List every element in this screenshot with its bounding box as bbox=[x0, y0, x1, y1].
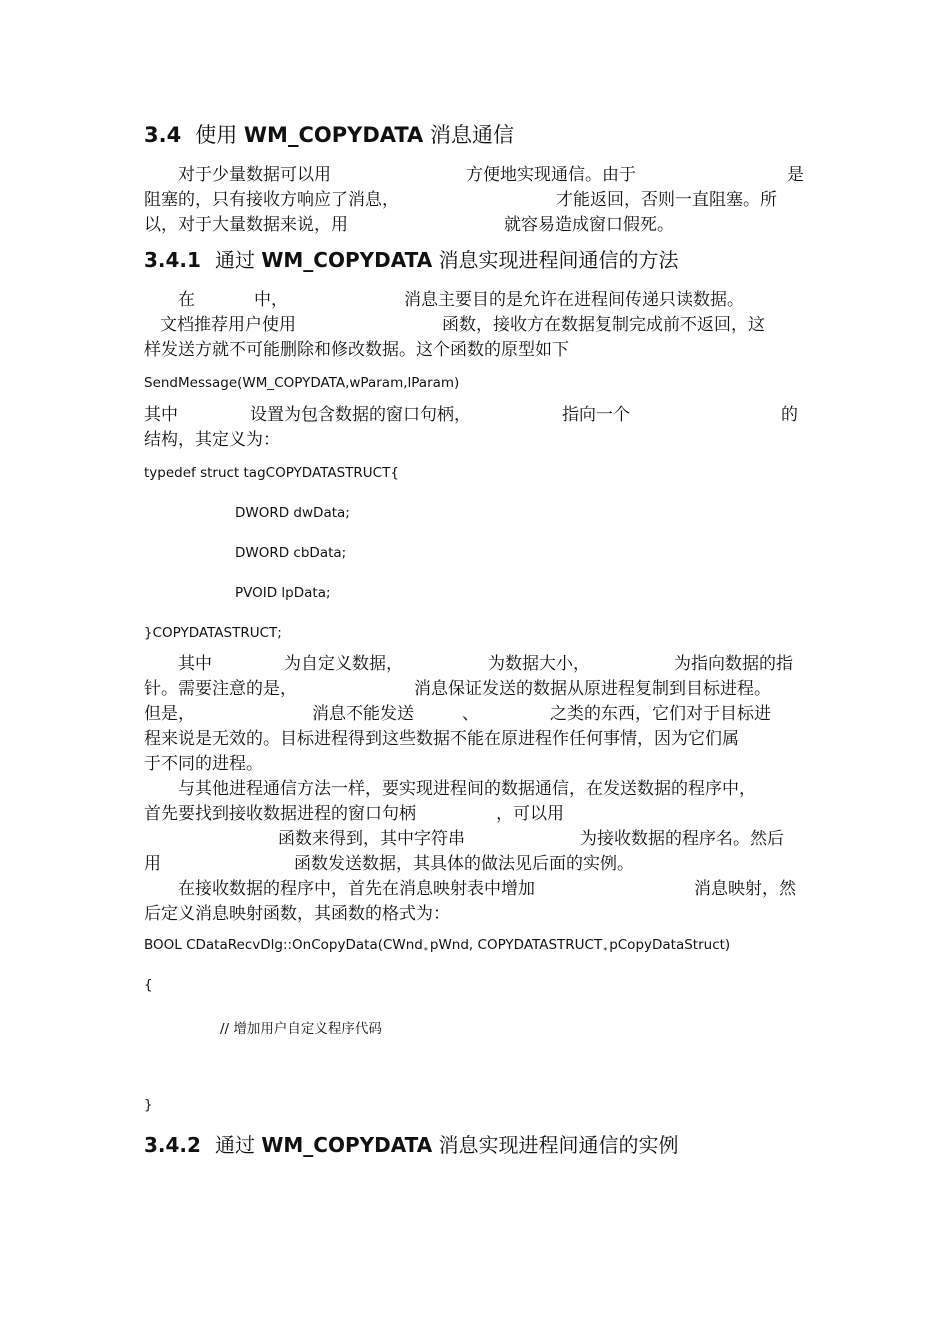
code-fragment: pCopyDataStruct) bbox=[609, 937, 731, 953]
code-line: PVOID lpData; bbox=[235, 585, 331, 601]
code-fragment: BOOL CDataRecvDlg::OnCopyData(CWnd bbox=[144, 937, 423, 953]
close-brace: } bbox=[144, 1097, 153, 1113]
text-fragment: 函数，接收方在数据复制完成前不返回，这 bbox=[442, 315, 765, 335]
code-line: DWORD cbData; bbox=[235, 545, 347, 561]
text-fragment: 消息保证发送的数据从原进程复制到目标进程。 bbox=[414, 679, 771, 699]
send-message-code: SendMessage(WM_COPYDATA,wParam,lParam) bbox=[144, 375, 460, 391]
text-fragment: 为自定义数据， bbox=[284, 654, 403, 674]
text-fragment: 以，对于大量数据来说，用 bbox=[144, 215, 348, 235]
text-fragment: 消息不能发送 bbox=[312, 704, 414, 724]
pointer-star: * bbox=[603, 946, 608, 955]
section-number: 3.4 bbox=[144, 123, 182, 147]
text-fragment: 与其他进程通信方法一样，要实现进程间的数据通信，在发送数据的程序中， bbox=[178, 779, 756, 799]
text-fragment: 用 bbox=[144, 854, 161, 874]
heading-keyword: WM_COPYDATA bbox=[261, 1133, 433, 1157]
text-fragment: 文档推荐用户使用 bbox=[160, 315, 296, 335]
text-fragment: ，可以用 bbox=[496, 804, 564, 824]
on-copydata-signature bbox=[144, 937, 730, 955]
text-fragment: 设置为包含数据的窗口句柄， bbox=[250, 405, 471, 425]
text-fragment: 方便地实现通信。由于 bbox=[466, 165, 636, 185]
text-fragment: 函数来得到，其中字符串 bbox=[278, 829, 465, 849]
text-fragment: 其中 bbox=[144, 405, 178, 425]
heading-prefix: 通过 bbox=[214, 1133, 255, 1157]
text-fragment: 消息主要目的是允许在进程间传递只读数据。 bbox=[404, 290, 744, 310]
text-fragment: 针。需要注意的是， bbox=[144, 679, 297, 699]
text-fragment: 其中 bbox=[178, 654, 212, 674]
text-fragment: 之类的东西，它们对于目标进 bbox=[550, 704, 771, 724]
code-line: }COPYDATASTRUCT; bbox=[144, 625, 282, 641]
text-fragment: 是 bbox=[787, 165, 804, 185]
text-fragment: 样发送方就不可能删除和修改数据。这个函数的原型如下 bbox=[144, 340, 569, 360]
text-fragment: 但是， bbox=[144, 704, 195, 724]
heading-suffix: 消息实现进程间通信的实例 bbox=[438, 1133, 679, 1157]
text-fragment: 阻塞的，只有接收方响应了消息， bbox=[144, 190, 399, 210]
text-fragment: 才能返回，否则一直阻塞。所 bbox=[556, 190, 777, 210]
text-fragment: 结构，其定义为： bbox=[144, 430, 280, 450]
heading-suffix: 消息实现进程间通信的方法 bbox=[438, 248, 679, 272]
code-line: DWORD dwData; bbox=[235, 505, 350, 521]
text-fragment: 指向一个 bbox=[562, 405, 630, 425]
text-fragment: 后定义消息映射函数，其函数的格式为： bbox=[144, 904, 450, 924]
text-fragment: 程来说是无效的。目标进程得到这些数据不能在原进程作任何事情，因为它们属 bbox=[144, 729, 739, 749]
heading-suffix: 消息通信 bbox=[430, 123, 515, 147]
text-fragment: 首先要找到接收数据进程的窗口句柄 bbox=[144, 804, 416, 824]
text-fragment: 的 bbox=[781, 405, 798, 425]
text-fragment: 为接收数据的程序名。然后 bbox=[580, 829, 784, 849]
text-fragment: 对于少量数据可以用 bbox=[178, 165, 331, 185]
text-fragment: 、 bbox=[462, 704, 479, 724]
pointer-star: * bbox=[423, 946, 428, 955]
open-brace: { bbox=[144, 977, 153, 993]
heading-keyword: WM_COPYDATA bbox=[261, 248, 433, 272]
section-3-4-2-heading bbox=[144, 1129, 679, 1158]
text-fragment: 消息映射，然 bbox=[694, 879, 796, 899]
section-number: 3.4.1 bbox=[144, 248, 201, 272]
text-fragment: 中， bbox=[254, 290, 288, 310]
section-3-4-heading bbox=[144, 119, 514, 149]
text-fragment: 就容易造成窗口假死。 bbox=[504, 215, 674, 235]
text-fragment: 函数发送数据，其具体的做法见后面的实例。 bbox=[294, 854, 634, 874]
code-fragment: pWnd, COPYDATASTRUCT bbox=[429, 937, 603, 953]
heading-keyword: WM_COPYDATA bbox=[243, 123, 424, 147]
code-line: typedef struct tagCOPYDATASTRUCT{ bbox=[144, 465, 399, 481]
text-fragment: 于不同的进程。 bbox=[144, 754, 263, 774]
section-3-4-1-heading bbox=[144, 244, 679, 273]
heading-prefix: 通过 bbox=[214, 248, 255, 272]
code-comment: // 增加用户自定义程序代码 bbox=[220, 1021, 382, 1037]
text-fragment: 在接收数据的程序中，首先在消息映射表中增加 bbox=[178, 879, 535, 899]
text-fragment: 为数据大小， bbox=[488, 654, 590, 674]
section-number: 3.4.2 bbox=[144, 1133, 201, 1157]
heading-prefix: 使用 bbox=[195, 123, 238, 147]
text-fragment: 为指向数据的指 bbox=[674, 654, 793, 674]
text-fragment: 在 bbox=[178, 290, 195, 310]
